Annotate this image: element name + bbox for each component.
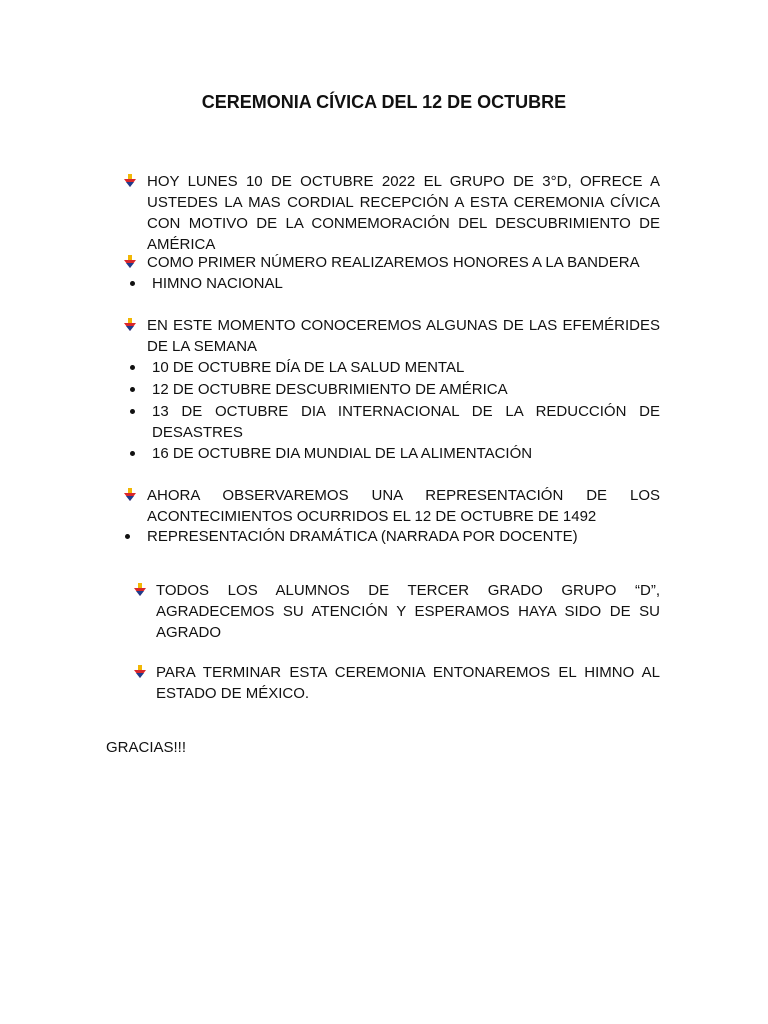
- bullet-dot-icon: [130, 365, 135, 370]
- list-item-text: TODOS LOS ALUMNOS DE TERCER GRADO GRUPO “D”, AGRADECEMOS SU ATENCIÓN Y ESPERAMOS HAYA SIDO DE SU AGRADO: [156, 582, 660, 641]
- bullet-dot-icon: [130, 281, 135, 286]
- closing-text: GRACIAS!!!: [106, 739, 187, 756]
- bullet-dot-icon: [130, 387, 135, 392]
- bullet-dot-icon: [130, 451, 135, 456]
- list-item-text: HOY LUNES 10 DE OCTUBRE 2022 EL GRUPO DE 3°D, OFRECE A USTEDES LA MAS CORDIAL RECEPCIÓN A ESTA CEREMONIA CÍVICA CON MOTIVO DE LA CONMEMORACIÓN DEL DESCUBRIMIENTO DE AMÉRICA: [147, 173, 660, 253]
- arrow-bullet-icon: [124, 318, 136, 332]
- list-item-text: 10 DE OCTUBRE DÍA DE LA SALUD MENTAL: [152, 359, 465, 376]
- list-item-text: 16 DE OCTUBRE DIA MUNDIAL DE LA ALIMENTACIÓN: [152, 445, 533, 462]
- list-item: [156, 580, 660, 643]
- arrow-bullet-icon: [134, 583, 146, 597]
- list-item-text: HIMNO NACIONAL: [152, 275, 283, 292]
- arrow-bullet-icon: [124, 488, 136, 502]
- page-title: CEREMONIA CÍVICA DEL 12 DE OCTUBRE: [201, 92, 567, 112]
- list-item: [152, 379, 660, 400]
- list-item: [147, 171, 660, 255]
- list-item: [152, 401, 660, 443]
- arrow-bullet-icon: [124, 174, 136, 188]
- list-item: [152, 357, 660, 378]
- list-item: [152, 443, 660, 464]
- bullet-dot-icon: [125, 534, 130, 539]
- list-item: [147, 526, 660, 547]
- list-item: [156, 662, 660, 704]
- list-item-text: COMO PRIMER NÚMERO REALIZAREMOS HONORES A LA BANDERA: [147, 254, 640, 271]
- list-item-text: 13 DE OCTUBRE DIA INTERNACIONAL DE LA REDUCCIÓN DE DESASTRES: [152, 403, 660, 441]
- arrow-bullet-icon: [124, 255, 136, 269]
- list-item: [147, 485, 660, 527]
- list-item-text: AHORA OBSERVAREMOS UNA REPRESENTACIÓN DE LOS ACONTECIMIENTOS OCURRIDOS EL 12 DE OCTUBRE DE 1492: [147, 487, 660, 525]
- list-item: [147, 252, 660, 273]
- list-item-text: EN ESTE MOMENTO CONOCEREMOS ALGUNAS DE LAS EFEMÉRIDES DE LA SEMANA: [147, 317, 660, 355]
- list-item: [147, 315, 660, 357]
- bullet-dot-icon: [130, 409, 135, 414]
- list-item-text: 12 DE OCTUBRE DESCUBRIMIENTO DE AMÉRICA: [152, 381, 508, 398]
- list-item-text: REPRESENTACIÓN DRAMÁTICA (NARRADA POR DOCENTE): [147, 528, 578, 545]
- arrow-bullet-icon: [134, 665, 146, 679]
- list-item-text: PARA TERMINAR ESTA CEREMONIA ENTONAREMOS EL HIMNO AL ESTADO DE MÉXICO.: [156, 664, 660, 702]
- list-item: [152, 273, 660, 294]
